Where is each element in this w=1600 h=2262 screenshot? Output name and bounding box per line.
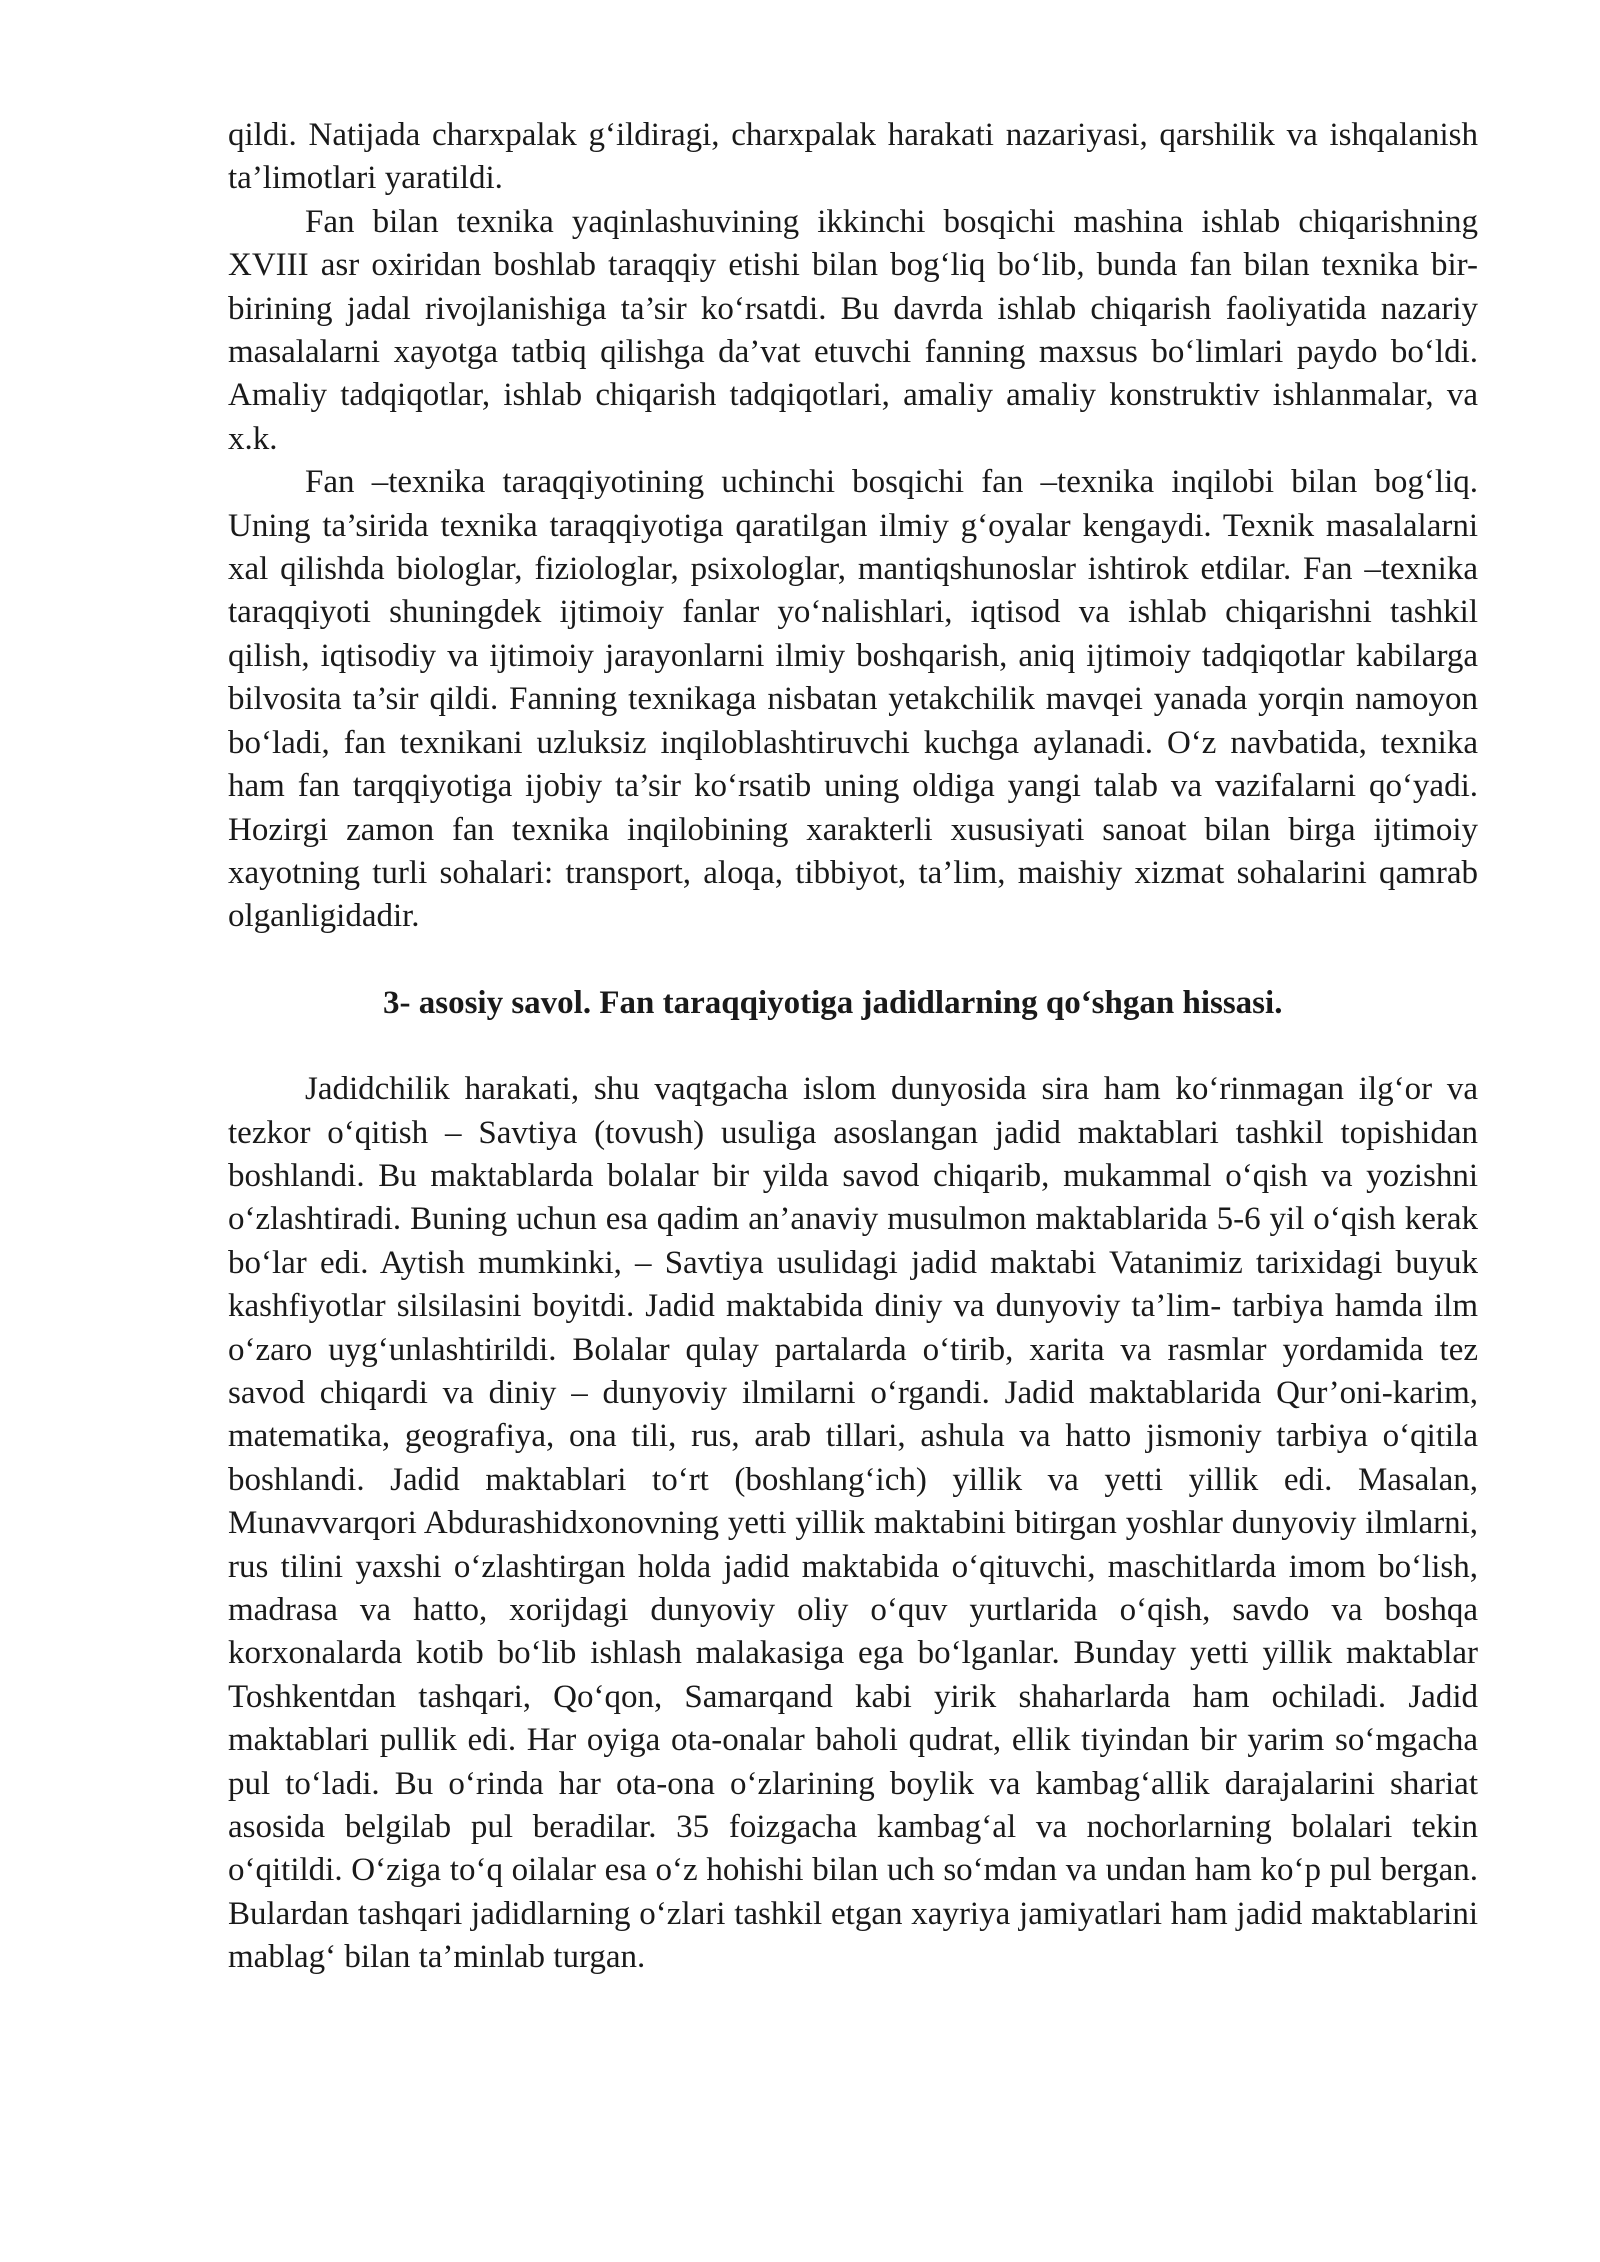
section-heading: 3- asosiy savol. Fan taraqqiyotiga jadidlarning qo‘shgan hissasi. [383, 984, 1283, 1021]
document-page [228, 114, 1478, 1980]
paragraph-third-stage: Fan –texnika taraqqiyotining uchinchi bosqichi fan –texnika inqilobi bilan bog‘liq. Uning ta’sirida texnika taraqqiyotiga qaratilgan ilmiy g‘oyalar kengaydi. Texnik masalalarni xal qilishda biologlar, fiziologlar, psixologlar, mantiqshunoslar ishtirok etdilar. Fan –texnika taraqqiyoti shuningdek ijtimoiy fanlar yo‘nalishlari, iqtisod va ishlab chiqarishni tashkil qilish, iqtisodiy va ijtimoiy jarayonlarni ilmiy boshqarish, aniq ijtimoiy tadqiqotlar kabilarga bilvosita ta’sir qildi. Fanning texnikaga nisbatan yetakchilik mavqei yanada yorqin namoyon bo‘ladi, fan texnikani uzluksiz inqiloblashtiruvchi kuchga aylanadi. O‘z navbatida, texnika ham fan tarqqiyotiga ijobiy ta’sir ko‘rsatib uning oldiga yangi talab va vazifalarni qo‘yadi. Hozirgi zamon fan texnika inqilobining xarakterli xususiyati sanoat bilan birga ijtimoiy xayotning turli sohalari: transport, aloqa, tibbiyot, ta’lim, maishiy xizmat sohalarini qamrab olganligidadir. [228, 464, 1478, 935]
paragraph-jadid-schools: Jadidchilik harakati, shu vaqtgacha islom dunyosida sira ham ko‘rinmagan ilg‘or va tezkor o‘qitish – Savtiya (tovush) usuliga asoslangan jadid maktablari tashkil topishidan boshlandi. Bu maktablarda bolalar bir yilda savod chiqarib, mukammal o‘qish va yozishni o‘zlashtiradi. Buning uchun esa qadim an’anaviy musulmon maktablarida 5-6 yil o‘qish kerak bo‘lar edi. Aytish mumkinki, – Savtiya usulidagi jadid maktabi Vatanimiz tarixidagi buyuk kashfiyotlar silsilasini boyitdi. Jadid maktabida diniy va dunyoviy ta’lim- tarbiya hamda ilm o‘zaro uyg‘unlashtirildi. Bolalar qulay partalarda o‘tirib, xarita va rasmlar yordamida tez savod chiqardi va diniy – dunyoviy ilmilarni o‘rgandi. Jadid maktablarida Qur’oni-karim, matematika, geografiya, ona tili, rus, arab tillari, ashula va hatto jismoniy tarbiya o‘qitila boshlandi. Jadid maktablari to‘rt (boshlang‘ich) yillik va yetti yillik edi. Masalan, Munavvarqori Abdurashidxonovning yetti yillik maktabini bitirgan yoshlar dunyoviy ilmlarni, rus tilini yaxshi o‘zlashtirgan holda jadid maktabida o‘qituvchi, maschitlarda imom bo‘lish, madrasa va hatto, xorijdagi dunyoviy oliy o‘quv yurtlarida o‘qish, savdo va boshqa korxonalarda kotib bo‘lib ishlash malakasiga ega bo‘lganlar. Bunday yetti yillik maktablar Toshkentdan tashqari, Qo‘qon, Samarqand kabi yirik shaharlarda ham ochiladi. Jadid maktablari pullik edi. Har oyiga ota-onalar baholi qudrat, ellik tiyindan bir yarim so‘mgacha pul to‘ladi. Bu o‘rinda har ota-ona o‘zlarining boylik va kambag‘allik darajalarini shariat asosida belgilab pul beradilar. 35 foizgacha kambag‘al va nochorlarning bolalari tekin o‘qitildi. O‘ziga to‘q oilalar esa o‘z hohishi bilan uch so‘mdan va undan ham ko‘p pul bergan. Bulardan tashqari jadidlarning o‘zlari tashkil etgan xayriya jamiyatlari ham jadid maktablarini mablag‘ bilan ta’minlab turgan. [228, 1071, 1478, 1976]
paragraph-second-stage: Fan bilan texnika yaqinlashuvining ikkinchi bosqichi mashina ishlab chiqarishning XVIII asr oxiridan boshlab taraqqiy etishi bilan bog‘liq bo‘lib, bunda fan bilan texnika bir-birining jadal rivojlanishiga ta’sir ko‘rsatdi. Bu davrda ishlab chiqarish faoliyatida nazariy masalalarni xayotga tatbiq qilishga da’vat etuvchi fanning maxsus bo‘limlari paydo bo‘ldi. Amaliy tadqiqotlar, ishlab chiqarish tadqiqotlari, amaliy amaliy konstruktiv ishlanmalar, va x.k. [228, 203, 1478, 457]
paragraph-continuation: qildi. Natijada charxpalak g‘ildiragi, charxpalak harakati nazariyasi, qarshilik va ishqalanish ta’limotlari yaratildi. [228, 117, 1478, 197]
